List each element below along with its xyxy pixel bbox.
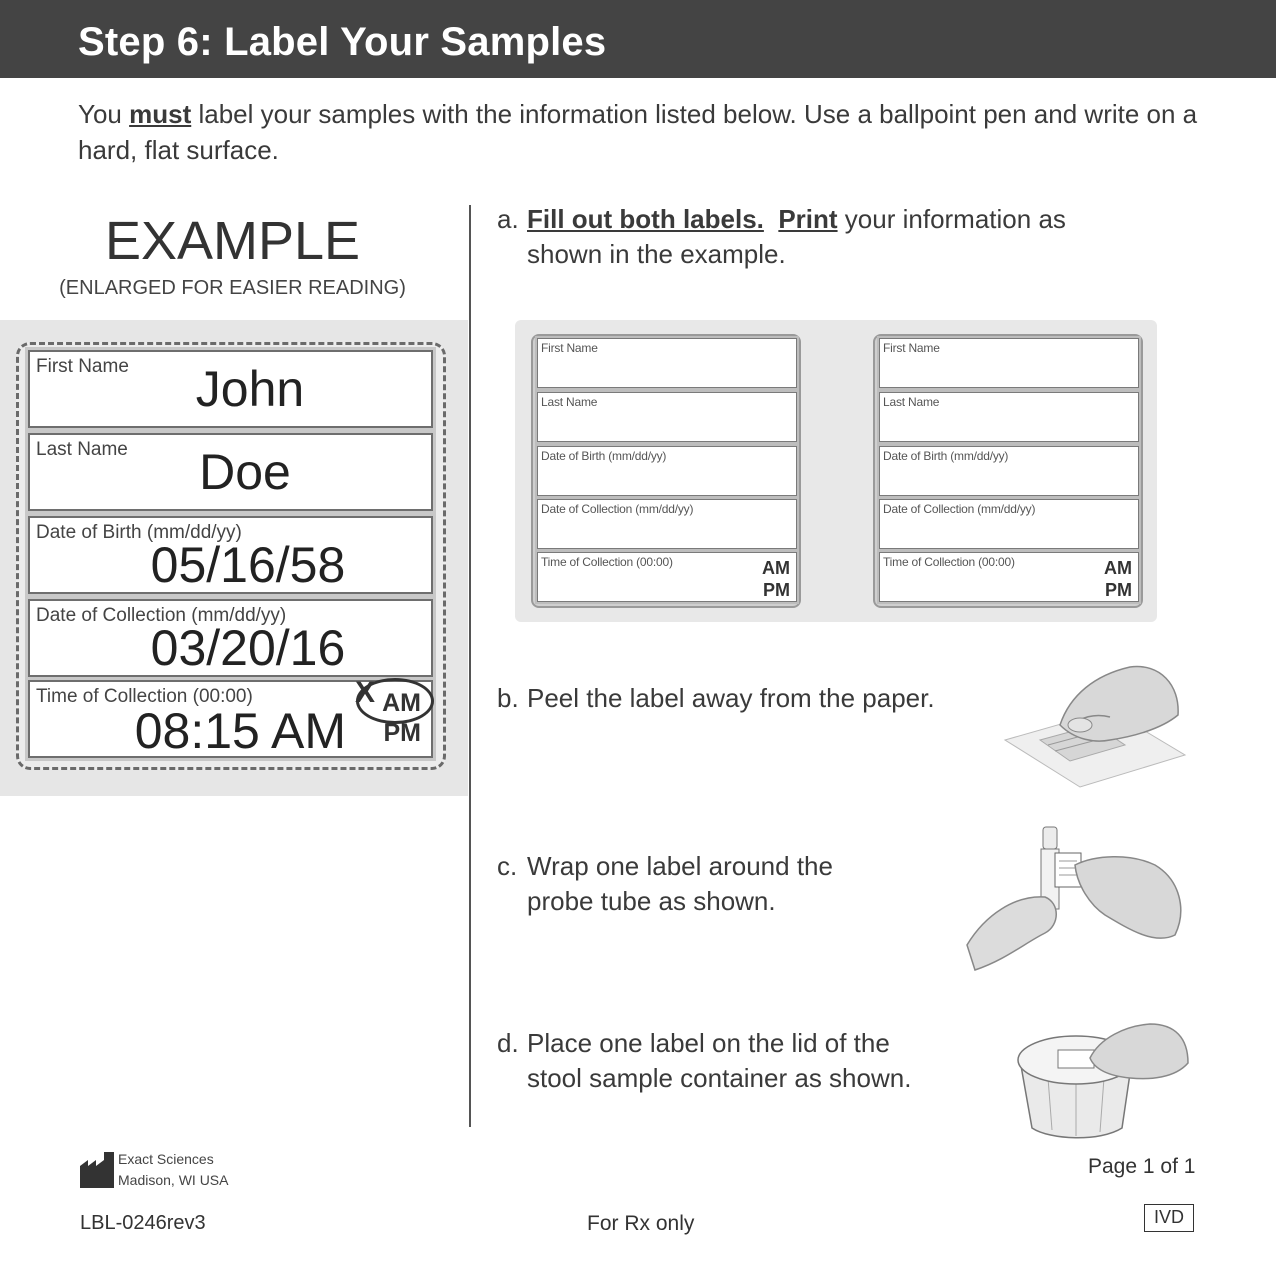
example-subtitle: (ENLARGED FOR EASIER READING) — [59, 277, 406, 299]
example-field-dob: Date of Birth (mm/dd/yy) 05/16/58 — [28, 516, 433, 594]
page-header — [0, 0, 1276, 78]
step-a-bold2: Print — [778, 204, 838, 234]
ivd-badge: IVD — [1144, 1204, 1194, 1232]
page-title: Step 6: Label Your Samples — [78, 20, 607, 64]
manufacturer-info: Exact Sciences Madison, WI USA — [118, 1151, 229, 1188]
example-field-last-name: Last Name Doe — [28, 433, 433, 511]
peel-label-illustration — [1000, 655, 1190, 790]
step-a-bold1: Fill out both labels. — [527, 204, 764, 234]
rx-only-text: For Rx only — [587, 1212, 695, 1235]
probe-tube-illustration — [965, 825, 1190, 975]
document-code: LBL-0246rev3 — [80, 1212, 206, 1234]
step-a: a. Fill out both labels. Print your information as shown in the example. — [497, 204, 1066, 269]
blank-label-right: First Name Last Name Date of Birth (mm/dd/yy) Date of Collection (mm/dd/yy) Time of Collection (00:00) AM PM — [873, 334, 1143, 608]
blank-label-left: First Name Last Name Date of Birth (mm/dd/yy) Date of Collection (mm/dd/yy) Time of Collection (00:00) AM PM — [531, 334, 801, 608]
page-number: Page 1 of 1 — [1088, 1155, 1196, 1178]
container-lid-illustration — [1010, 1018, 1190, 1143]
step-b: b. Peel the label away from the paper. — [497, 683, 935, 713]
example-field-collection-time: Time of Collection (00:00) 08:15 AM AM PM — [28, 680, 433, 758]
intro-emphasis: must — [129, 99, 192, 129]
example-title: EXAMPLE — [104, 211, 361, 271]
step-c: c. Wrap one label around the probe tube as shown. — [497, 851, 833, 916]
step-d: d. Place one label on the lid of the stool sample container as shown. — [497, 1028, 912, 1093]
column-divider — [469, 205, 471, 1127]
x-mark: X — [355, 676, 376, 709]
manufacturer-icon — [80, 1152, 114, 1188]
example-field-first-name: First Name John — [28, 350, 433, 428]
intro-text: You must label your samples with the information listed below. Use a ballpoint pen and write on a hard, flat surface. — [78, 99, 1198, 165]
example-ampm: AM PM — [382, 689, 421, 747]
example-field-collection-date: Date of Collection (mm/dd/yy) 03/20/16 — [28, 599, 433, 677]
